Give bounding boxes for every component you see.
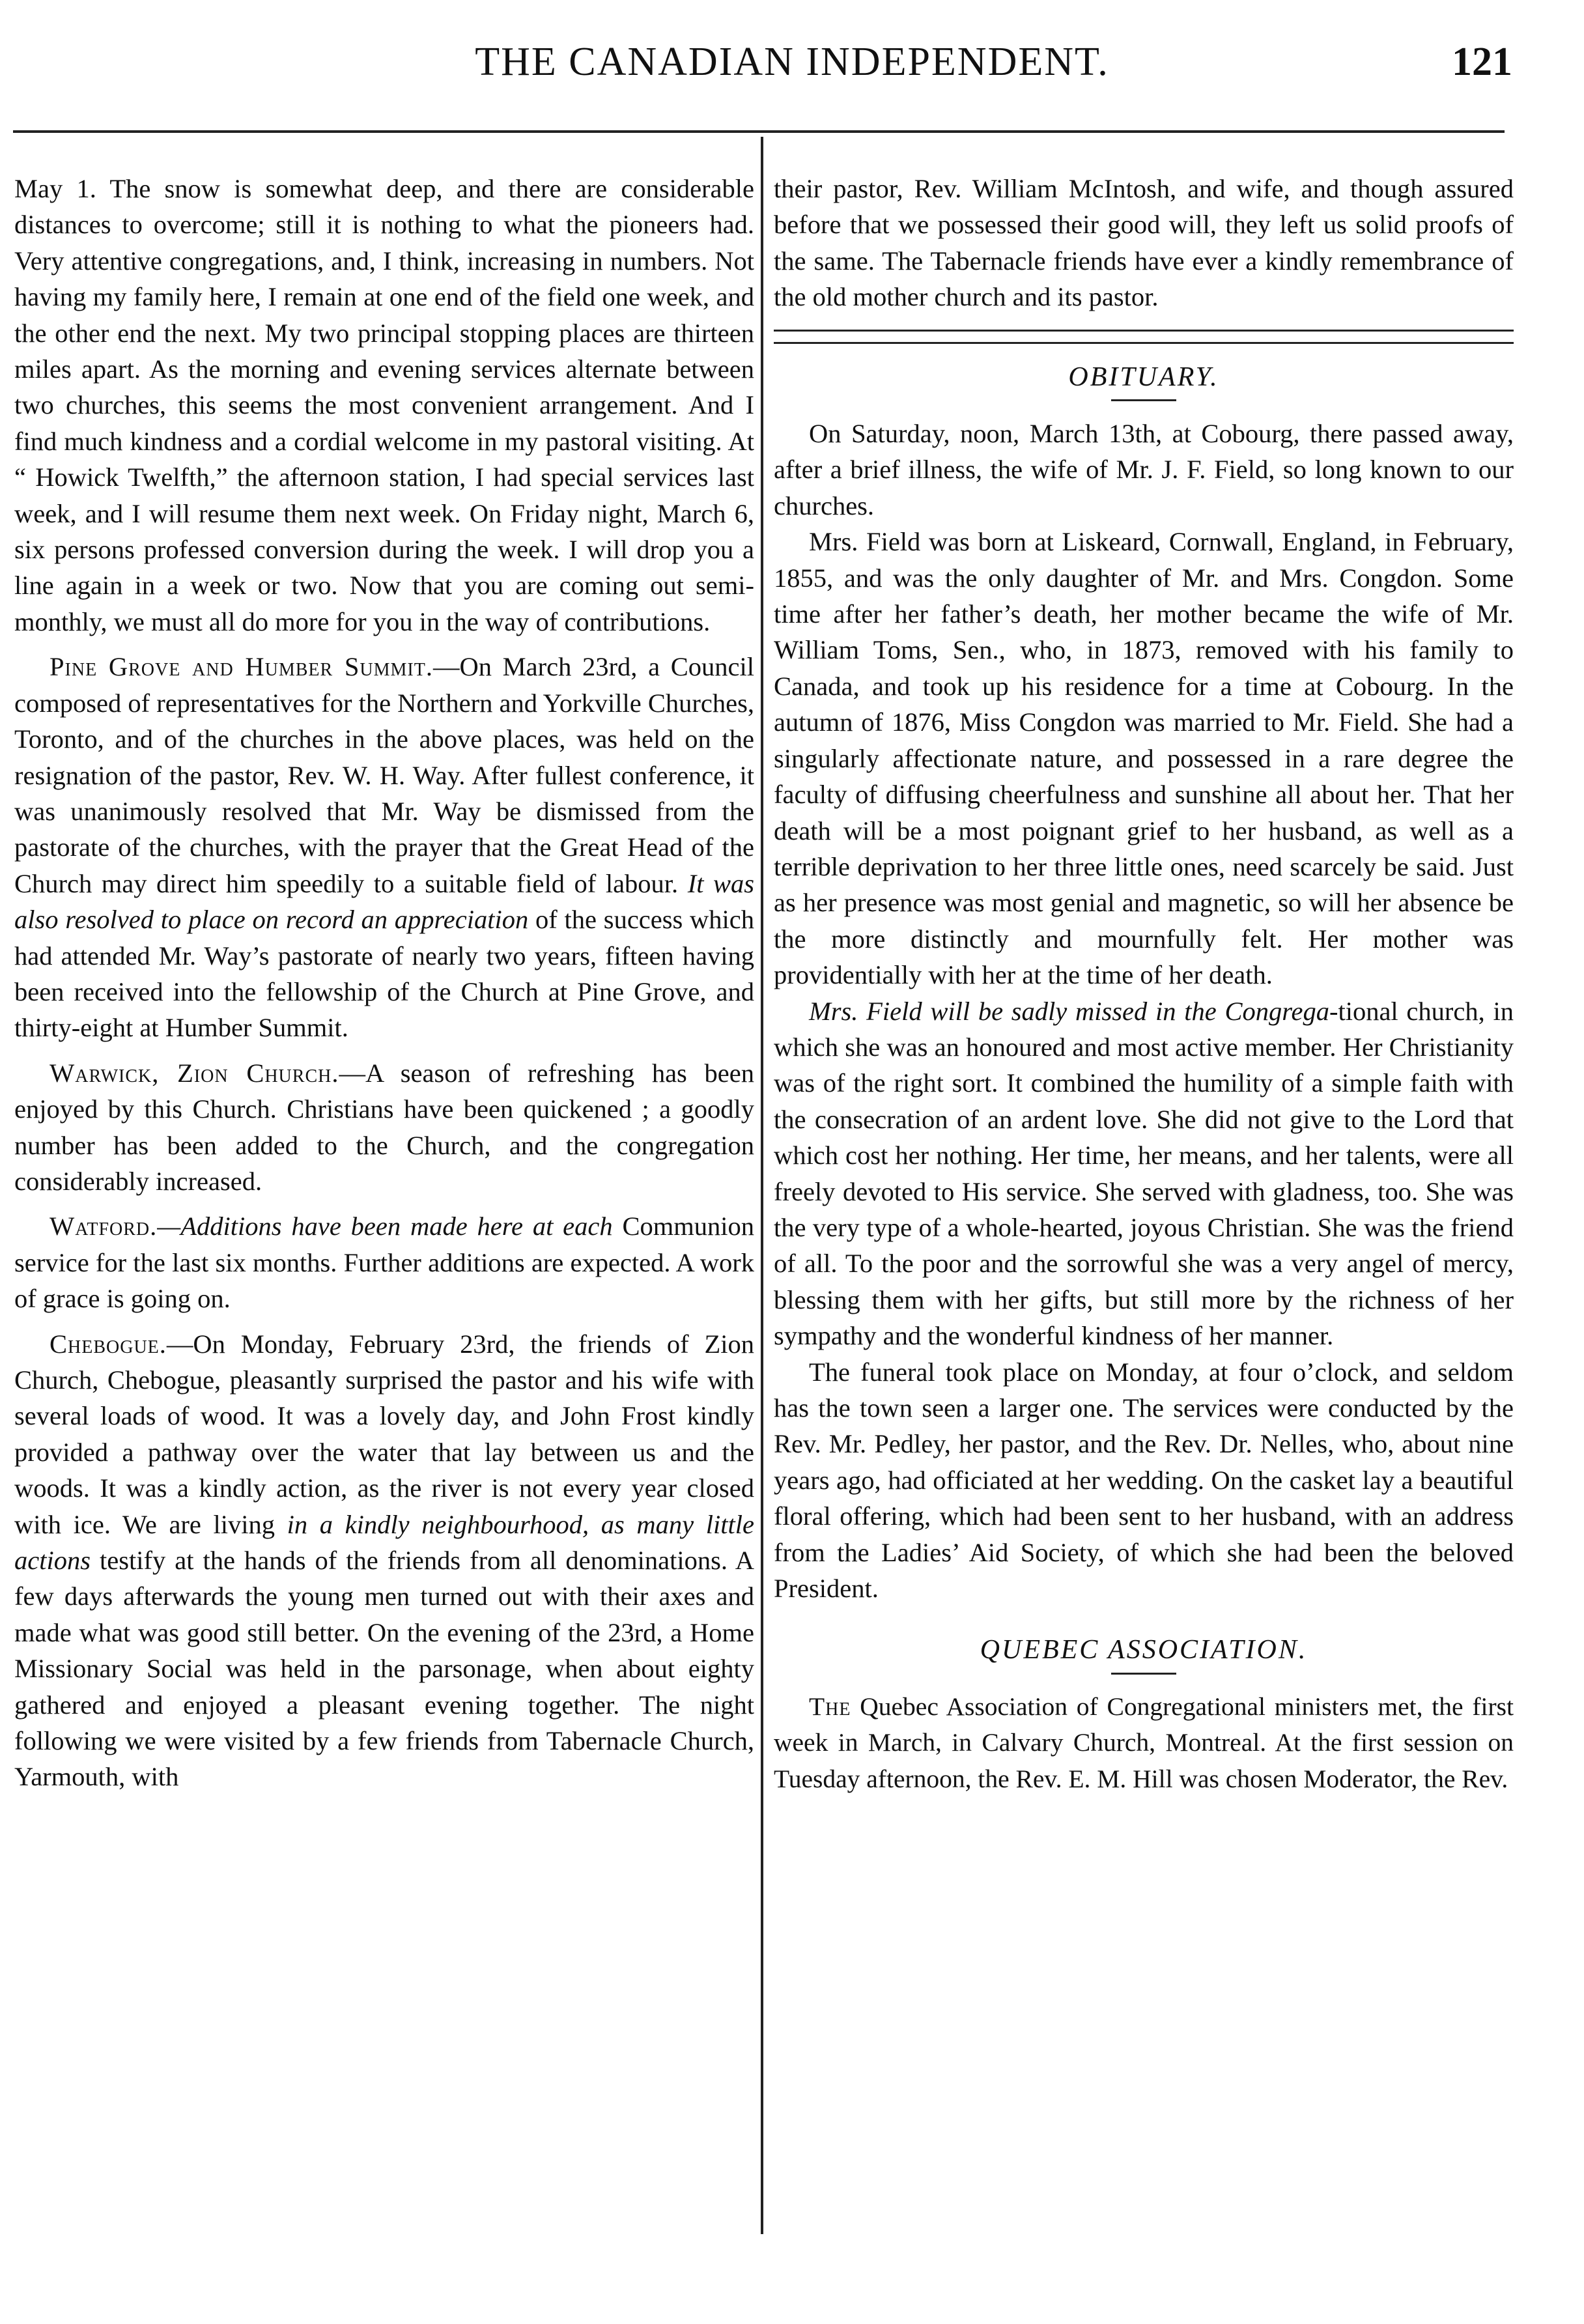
obituary-italic: Mrs. Field will be sadly missed in the Congrega- xyxy=(809,996,1338,1026)
chebogue-text-end: testify at the hands of the friends from all denominations. A few days afterwards the young men turned out with their axes and made what was good still better. On the evening of the 23rd, a Home Missionary Social was held in the parsonage, when about eighty gathered and enjoyed a pleasant evening together. The night following we were visited by a few friends from Tabernacle Church, Yarmouth, with xyxy=(14,1546,755,1792)
chebogue-continuation: their pastor, Rev. William McIntosh, and wife, and though assured before that we possessed their good will, they left us solid proofs of the same. The Tabernacle friends have ever a kindly remembrance of the old mother church and its pastor. xyxy=(774,174,1514,312)
chebogue-paragraph xyxy=(14,1326,754,1795)
letter-continuation: May 1. The snow is somewhat deep, and there are considerable distances to overcome; still it is nothing to what the pioneers had. Very attentive congregations, and, I think, increasing in numbers. Not having my family here, I remain at one end of the field one week, and the other end the next. My two principal stopping places are thirteen miles apart. As the morning and evening services alternate between two churches, this seems the most convenient arrangement. And I find much kindness and a cordial welcome in my pastoral visiting. At “ Howick Twelfth,” the afternoon station, I had special services last week, and I will resume them next week. On Friday night, March 6, six persons professed conversion during the week. I will drop you a line again in a week or two. Now that you are coming out semi-monthly, we must all do more for you in the way of contributions. xyxy=(14,174,754,636)
chebogue-italic: in a kindly neighbourhood, as many little actions xyxy=(14,1509,755,1576)
watford-heading: Watford. xyxy=(50,1212,158,1241)
obituary-paragraph-4: The funeral took place on Monday, at four o’clock, and seldom has the town seen a larger one. The services were conducted by the Rev. Mr. Pedley, her pastor, and the Rev. Dr. Nelles, who, about nine years ago, had officiated at her wedding. On the casket lay a beautiful floral offering, which had been sent to her husband, with an address from the Ladies’ Aid Society, of which she had been the beloved President. xyxy=(774,1357,1514,1604)
quebec-heading: QUEBEC ASSOCIATION. xyxy=(980,1635,1308,1665)
section-double-rule xyxy=(774,330,1514,344)
watford-text: Communion service for the last six months. Further additions are expected. A work of grace is going on. xyxy=(14,1212,754,1314)
pine-grove-paragraph xyxy=(14,649,754,1045)
watford-paragraph xyxy=(14,1208,754,1316)
left-column xyxy=(14,171,754,1795)
header-rule xyxy=(13,130,1505,133)
obituary-rule xyxy=(1111,399,1176,401)
page-number: 121 xyxy=(1452,40,1512,84)
obituary-heading: OBITUARY. xyxy=(1068,361,1219,392)
warwick-text: —A season of refreshing has been enjoyed by this Church. Christians have been quickened ; a goodly number has been added to the Church, and the congregation considerably increased. xyxy=(14,1058,754,1196)
quebec-text: Quebec Association of Congregational ministers met, the first week in March, in Calvary Church, Montreal. At the first session on Tuesday afternoon, the Rev. E. M. Hill was chosen Moderator, the Rev. xyxy=(774,1692,1514,1793)
obituary-paragraph-1: On Saturday, noon, March 13th, at Cobourg, there passed away, after a brief illness, the wife of Mr. J. F. Field, so long known to our churches. xyxy=(774,419,1514,520)
pine-grove-text: —On March 23rd, a Council composed of representatives for the Northern and Yorkville Churches, Toronto, and of the churches in the above places, was held on the resignation of the pastor, Rev. W. H. Way. After fullest conference, it was unanimously resolved that Mr. Way be dismissed from the pastorate of the churches, with the prayer that the Great Head of the Church may direct him speedily to a suitable field of labour. xyxy=(14,652,754,898)
publication-title: THE CANADIAN INDEPENDENT. xyxy=(475,40,1109,84)
pine-grove-italic: It was also resolved to place on record an appreciation xyxy=(14,868,755,935)
quebec-lead: The xyxy=(809,1692,851,1721)
chebogue-text: —On Monday, February 23rd, the friends of Zion Church, Chebogue, pleasantly surprised the pastor and his wife with several loads of wood. It was a lovely day, and John Frost kindly provided a pathway over the water that lay between us and the woods. It was a kindly action, as the river is not every year closed with ice. We are living xyxy=(14,1329,754,1539)
right-column xyxy=(774,171,1514,1797)
watford-italic: —Additions have been made here at each xyxy=(157,1212,613,1241)
pine-grove-heading: Pine Grove and Humber Summit. xyxy=(50,652,433,682)
warwick-heading: Warwick, Zion Church. xyxy=(50,1058,339,1088)
chebogue-heading: Chebogue. xyxy=(50,1329,167,1359)
quebec-rule xyxy=(1111,1673,1176,1675)
obituary-text: tional church, in which she was an honoured and most active member. Her Christianity was of the right sort. It combined the humility of a simple faith with the consecration of an ardent love. She did not give to the Lord that which cost her nothing. Her time, her means, and her talents, were all freely devoted to His service. She served with gladness, too. She was the very type of a whole-hearted, joyous Christian. She was the friend of all. To the poor and the sorrowful she was a very angel of mercy, blessing them with her gifts, but still more by the richness of her sympathy and the wonderful kindness of her manner. xyxy=(774,996,1514,1351)
pine-grove-text-end: of the success which had attended Mr. Way’s pastorate of nearly two years, fifteen having been received into the fellowship of the Church at Pine Grove, and thirty-eight at Humber Summit. xyxy=(14,905,755,1043)
quebec-paragraph xyxy=(774,1689,1514,1797)
obituary-paragraph-3 xyxy=(774,993,1514,1354)
obituary-paragraph-2: Mrs. Field was born at Liskeard, Cornwall, England, in February, 1855, and was the only daughter of Mr. and Mrs. Congdon. Some time after her father’s death, her mother became the wife of Mr. William Toms, Sen., who, in 1873, removed with his family to Canada, and took up his residence for a time at Cobourg. In the autumn of 1876, Miss Congdon was married to Mr. Field. She had a singularly affectionate nature, and possessed in a rare degree the faculty of diffusing cheerfulness and sunshine all about her. That her death will be a most poignant grief to her husband, as well as a terrible deprivation to her three little ones, need scarcely be said. Just as her presence was most genial and magnetic, so will her absence be the more distinctly and mournfully felt. Her mother was providentially with her at the time of her death. xyxy=(774,527,1514,990)
warwick-paragraph xyxy=(14,1055,754,1200)
column-divider xyxy=(761,137,763,2234)
page-header xyxy=(0,39,1584,98)
